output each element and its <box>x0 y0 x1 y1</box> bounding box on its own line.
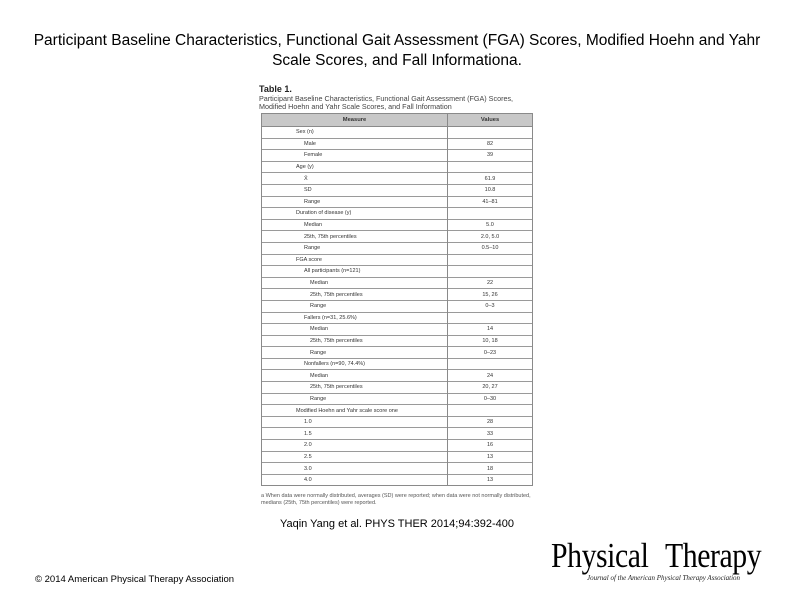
table-row <box>262 463 533 475</box>
row-measure: All participants (n=121) <box>262 266 448 278</box>
table-row <box>262 208 533 220</box>
row-value: 13 <box>448 451 533 463</box>
table-image <box>259 84 535 508</box>
row-measure: Range <box>262 196 448 208</box>
row-measure: Modified Hoehn and Yahr scale score one <box>262 405 448 417</box>
table-header-row <box>262 114 533 127</box>
row-measure: 25th, 75th percentiles <box>262 289 448 301</box>
table-row <box>262 393 533 405</box>
table-row <box>262 254 533 266</box>
row-value: 0.5–10 <box>448 242 533 254</box>
characteristics-table <box>261 113 533 486</box>
logo-word-physical: Physical <box>551 536 649 575</box>
row-measure: Range <box>262 300 448 312</box>
row-measure: Median <box>262 219 448 231</box>
table-row <box>262 196 533 208</box>
row-measure: 25th, 75th percentiles <box>262 335 448 347</box>
row-measure: Range <box>262 347 448 359</box>
table-row <box>262 242 533 254</box>
logo-subtitle: Journal of the American Physical Therapy Association <box>587 573 741 582</box>
row-value <box>448 312 533 324</box>
table-row <box>262 127 533 139</box>
table-label: Table 1. <box>259 84 292 94</box>
table-row <box>262 173 533 185</box>
table-row <box>262 358 533 370</box>
table-row <box>262 266 533 278</box>
slide-title: Participant Baseline Characteristics, Functional Gait Assessment (FGA) Scores, Modified Hoehn and Yahr Scale Scores, and Fall Informationa. <box>33 32 761 69</box>
row-measure: X̄ <box>262 173 448 185</box>
row-measure: 3.0 <box>262 463 448 475</box>
row-measure: Sex (n) <box>262 127 448 139</box>
header-values: Values <box>448 114 533 127</box>
row-value <box>448 266 533 278</box>
row-measure: 25th, 75th percentiles <box>262 231 448 243</box>
row-measure: Median <box>262 324 448 336</box>
table-row <box>262 277 533 289</box>
table-row <box>262 161 533 173</box>
logo-word-therapy: Therapy <box>665 536 762 575</box>
table-row <box>262 451 533 463</box>
row-value <box>448 208 533 220</box>
row-value <box>448 127 533 139</box>
table-row <box>262 289 533 301</box>
table-row <box>262 347 533 359</box>
citation: Yaqin Yang et al. PHYS THER 2014;94:392-400 <box>279 518 514 530</box>
row-value: 41–81 <box>448 196 533 208</box>
table-row <box>262 231 533 243</box>
row-value <box>448 405 533 417</box>
row-value <box>448 161 533 173</box>
table-row <box>262 405 533 417</box>
row-value: 2.0, 5.0 <box>448 231 533 243</box>
row-measure: Median <box>262 370 448 382</box>
row-value: 20, 27 <box>448 382 533 394</box>
row-measure: 25th, 75th percentiles <box>262 382 448 394</box>
row-value: 24 <box>448 370 533 382</box>
table-row <box>262 312 533 324</box>
row-value: 0–3 <box>448 300 533 312</box>
row-value: 0–30 <box>448 393 533 405</box>
row-value: 14 <box>448 324 533 336</box>
table-row <box>262 150 533 162</box>
table-row <box>262 474 533 486</box>
table-row <box>262 138 533 150</box>
row-value: 61.9 <box>448 173 533 185</box>
table-row <box>262 382 533 394</box>
row-value: 5.0 <box>448 219 533 231</box>
row-measure: Female <box>262 150 448 162</box>
row-value <box>448 254 533 266</box>
table-row <box>262 184 533 196</box>
row-value: 22 <box>448 277 533 289</box>
row-measure: Duration of disease (y) <box>262 208 448 220</box>
row-measure: Median <box>262 277 448 289</box>
row-measure: 1.5 <box>262 428 448 440</box>
row-measure: 4.0 <box>262 474 448 486</box>
table-row <box>262 219 533 231</box>
table-row <box>262 416 533 428</box>
row-measure: Range <box>262 242 448 254</box>
table-row <box>262 324 533 336</box>
row-value: 0–23 <box>448 347 533 359</box>
row-measure: Nonfallers (n=90, 74.4%) <box>262 358 448 370</box>
row-value: 10, 18 <box>448 335 533 347</box>
row-value: 15, 26 <box>448 289 533 301</box>
row-value: 39 <box>448 150 533 162</box>
row-measure: Male <box>262 138 448 150</box>
row-value: 33 <box>448 428 533 440</box>
row-value: 10.8 <box>448 184 533 196</box>
table-row <box>262 335 533 347</box>
row-measure: FGA score <box>262 254 448 266</box>
table-row <box>262 428 533 440</box>
header-measure: Measure <box>262 114 448 127</box>
table-body <box>262 127 533 486</box>
row-measure: Range <box>262 393 448 405</box>
row-measure: Age (y) <box>262 161 448 173</box>
row-measure: SD <box>262 184 448 196</box>
row-measure: 2.5 <box>262 451 448 463</box>
row-value: 82 <box>448 138 533 150</box>
row-value: 13 <box>448 474 533 486</box>
table-footnote: a When data were normally distributed, averages (SD) were reported; when data were not normally distributed, medians (25th, 75th percentiles) were reported. <box>261 493 531 506</box>
row-value: 18 <box>448 463 533 475</box>
row-measure: 1.0 <box>262 416 448 428</box>
row-value: 28 <box>448 416 533 428</box>
row-value: 16 <box>448 440 533 452</box>
table-row <box>262 370 533 382</box>
table-caption: Participant Baseline Characteristics, Functional Gait Assessment (FGA) Scores, Modified Hoehn and Yahr Scale Scores, and Fall Information <box>259 94 514 111</box>
row-measure: Fallers (n=31, 25.6%) <box>262 312 448 324</box>
copyright-notice: © 2014 American Physical Therapy Association <box>35 574 235 585</box>
table-row <box>262 300 533 312</box>
row-value <box>448 358 533 370</box>
physical-therapy-logo <box>547 536 782 585</box>
row-measure: 2.0 <box>262 440 448 452</box>
table-row <box>262 440 533 452</box>
